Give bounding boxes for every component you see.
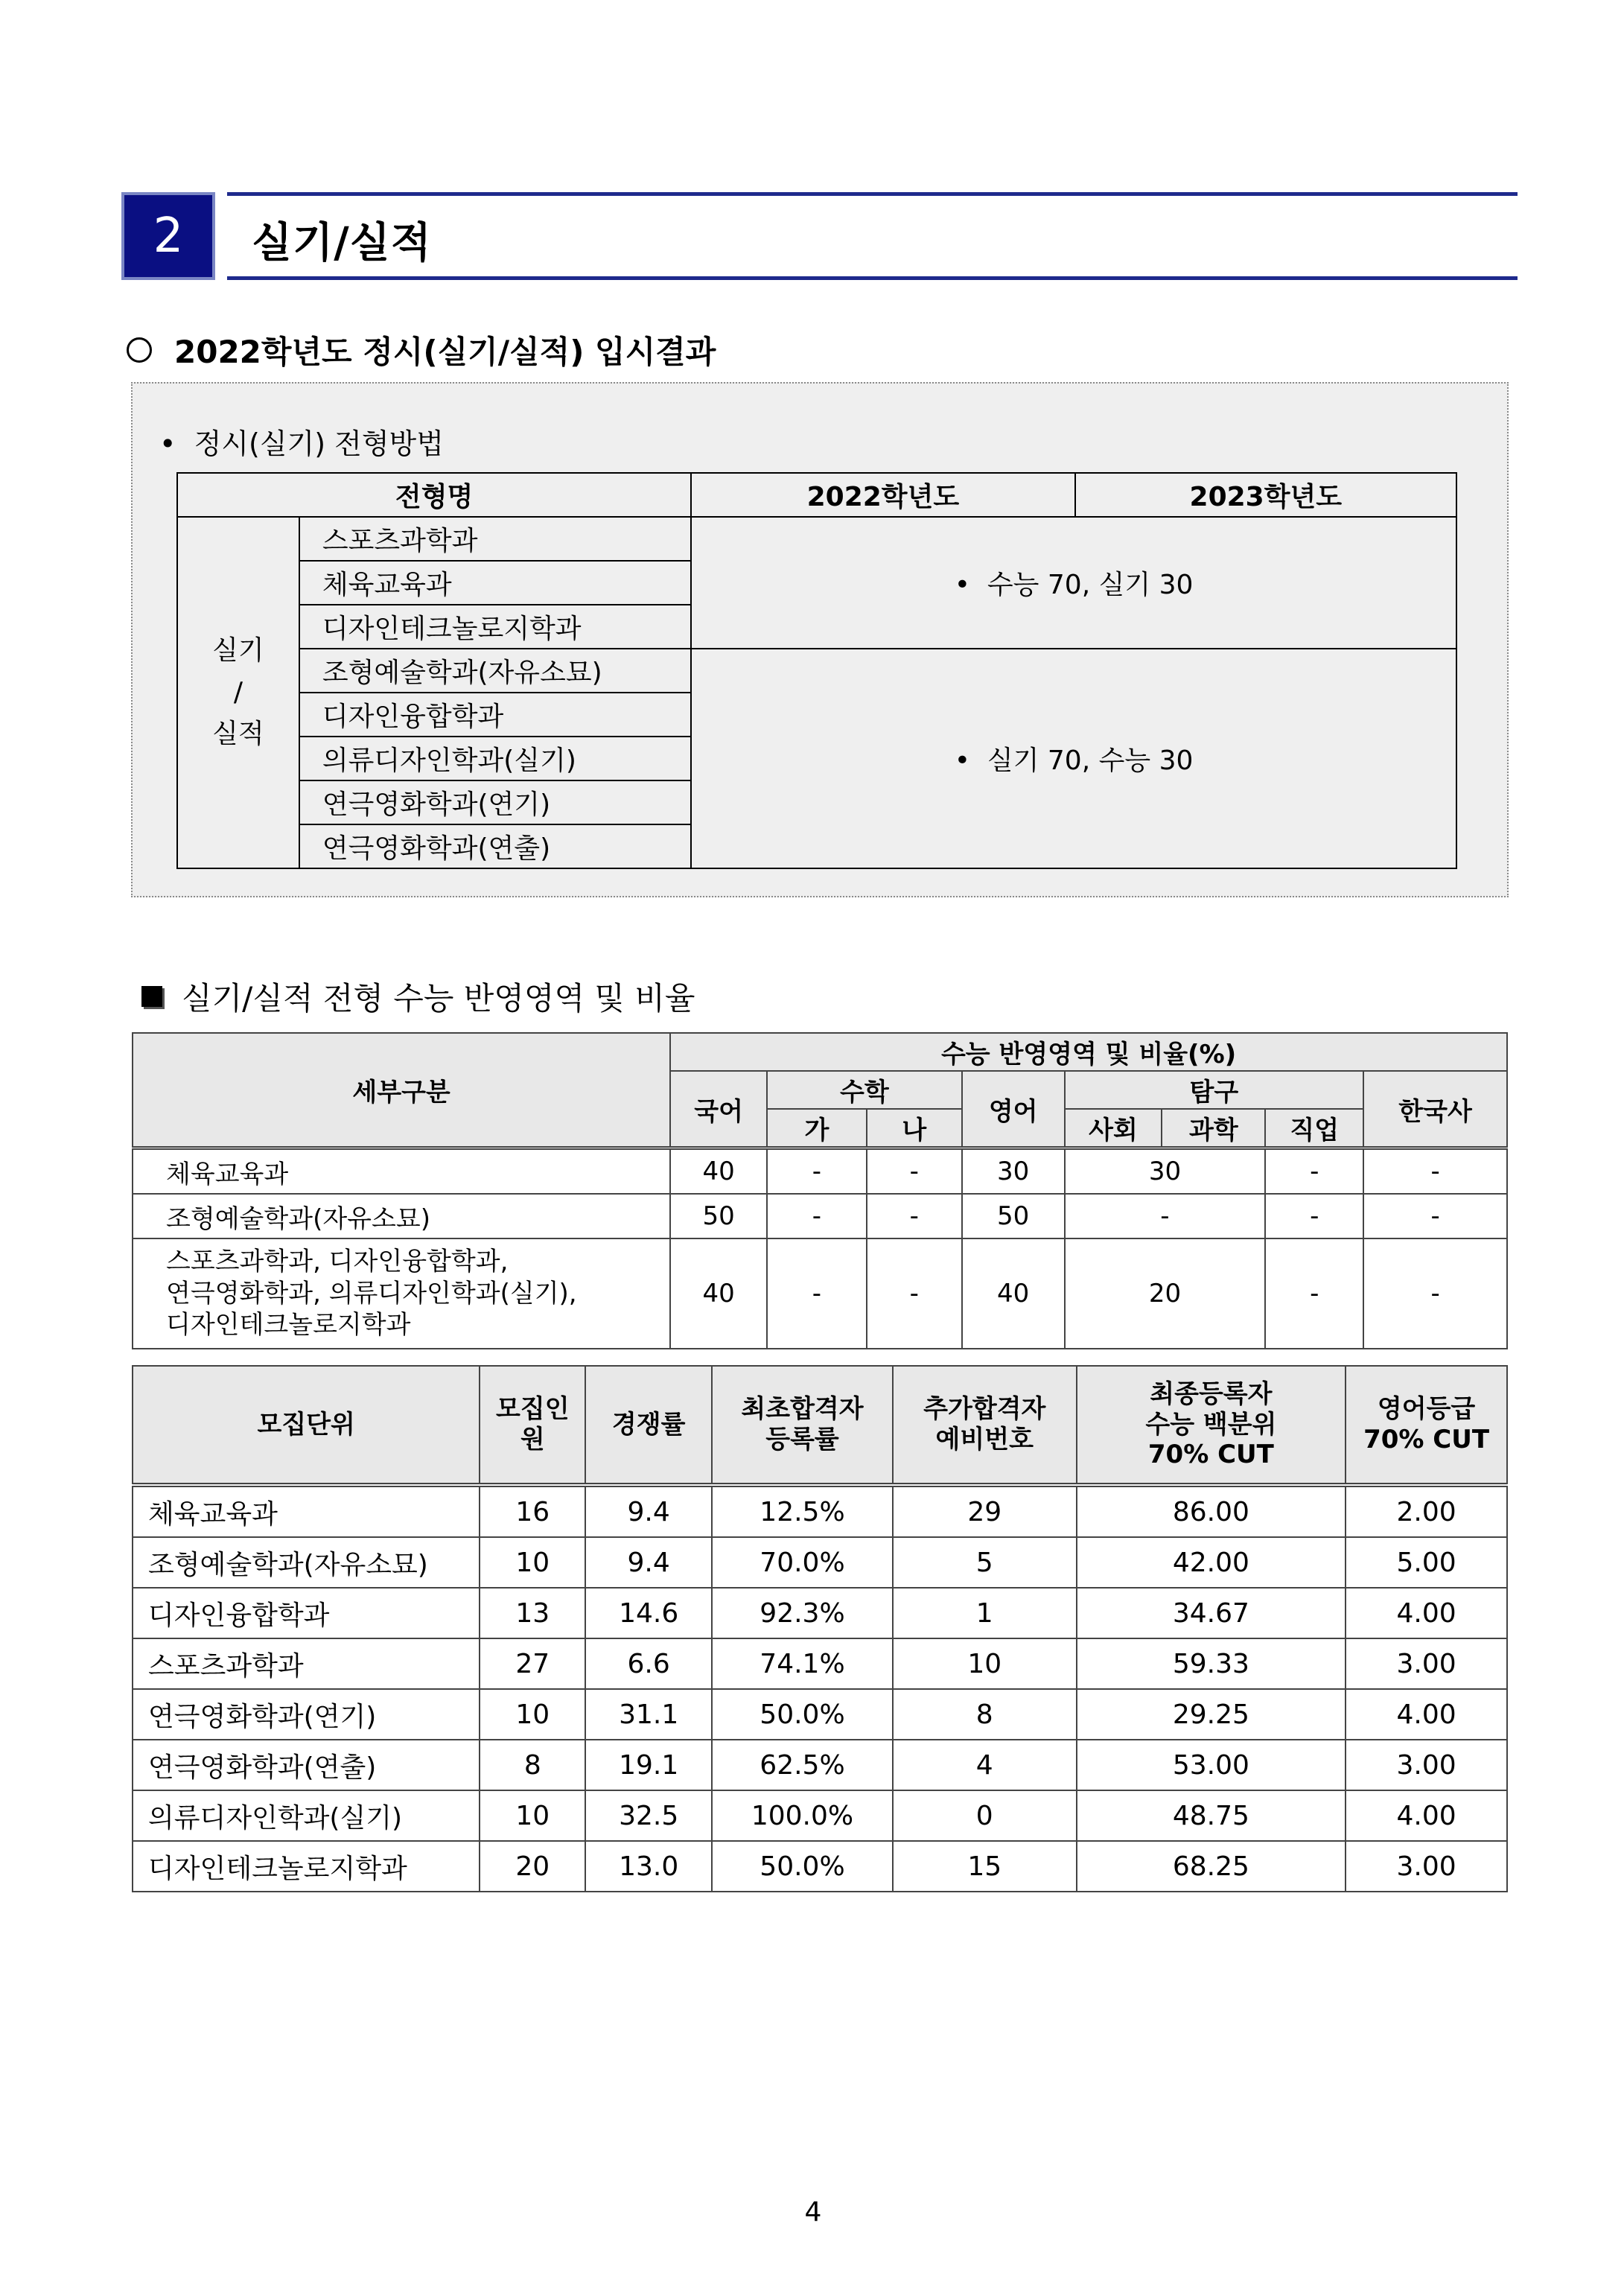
cell-initial-reg: 50.0% (712, 1841, 893, 1892)
cell-waitlist: 5 (893, 1537, 1077, 1588)
header-vocational: 직업 (1265, 1109, 1363, 1148)
cell-unit: 연극영화학과(연출) (133, 1740, 480, 1790)
method-formula-a: • 수능 70, 실기 30 (691, 517, 1456, 649)
header-line: 70% CUT (1147, 1440, 1274, 1470)
cell-quota: 10 (480, 1790, 585, 1841)
table-row (133, 1588, 1507, 1638)
cell-vocational: - (1265, 1194, 1363, 1238)
cell-quota: 16 (480, 1485, 585, 1537)
dept-name: 디자인융합학과 (299, 693, 691, 737)
formula-a-text: 수능 70, 실기 30 (987, 570, 1194, 600)
section-title: 실기/실적 (252, 219, 432, 267)
header-inquiry: 탐구 (1065, 1071, 1364, 1109)
cell-math-ga: - (767, 1194, 867, 1238)
cell-english: 30 (962, 1148, 1065, 1195)
cell-korean: 40 (670, 1238, 767, 1349)
cell-final-cut: 68.25 (1077, 1841, 1346, 1892)
cell-korean: 40 (670, 1148, 767, 1195)
header-social: 사회 (1065, 1109, 1162, 1148)
results-body (133, 1485, 1507, 1892)
header-english: 영어 (962, 1071, 1065, 1148)
section-number-box (121, 192, 215, 280)
cell-competition: 13.0 (585, 1841, 712, 1892)
cell-english-cut: 4.00 (1346, 1790, 1507, 1841)
table-row (133, 1238, 1507, 1349)
cell-competition: 19.1 (585, 1740, 712, 1790)
table-row (133, 1485, 1507, 1537)
cell-history: - (1363, 1194, 1507, 1238)
dept-name: 조형예술학과(자유소묘) (299, 649, 691, 693)
cell-english-cut: 5.00 (1346, 1537, 1507, 1588)
method-table (176, 472, 1457, 869)
cell-final-cut: 86.00 (1077, 1485, 1346, 1537)
cell-unit: 조형예술학과(자유소묘) (133, 1537, 480, 1588)
group-label-line: / (233, 677, 243, 708)
square-bullet-icon (141, 986, 162, 1007)
header-math-ga: 가 (767, 1109, 867, 1148)
row-label: 체육교육과 (133, 1148, 670, 1195)
cell-final-cut: 53.00 (1077, 1740, 1346, 1790)
circle-icon (127, 337, 152, 363)
cell-english-cut: 4.00 (1346, 1689, 1507, 1740)
table-row (133, 1689, 1507, 1740)
dept-name: 디자인테크놀로지학과 (299, 605, 691, 649)
cell-english: 50 (962, 1194, 1065, 1238)
cell-english-cut: 3.00 (1346, 1638, 1507, 1689)
cell-unit: 디자인융합학과 (133, 1588, 480, 1638)
header-competition (585, 1366, 712, 1485)
cell-unit: 체육교육과 (133, 1485, 480, 1537)
header-korean: 국어 (670, 1071, 767, 1148)
table-row (133, 1740, 1507, 1790)
header-line: 추가합격자 (923, 1394, 1046, 1425)
header-waitlist (893, 1366, 1077, 1485)
header-2023: 2023학년도 (1075, 473, 1456, 517)
cell-history: - (1363, 1148, 1507, 1195)
cell-history: - (1363, 1238, 1507, 1349)
formula-b-text: 실기 70, 수능 30 (987, 745, 1194, 776)
header-2022: 2022학년도 (691, 473, 1074, 517)
row-label-line: 연극영화학과, 의류디자인학과(실기), (166, 1278, 577, 1308)
header-line: 최종등록자 (1150, 1378, 1273, 1409)
cell-quota: 10 (480, 1537, 585, 1588)
header-math: 수학 (767, 1071, 962, 1109)
cell-competition: 14.6 (585, 1588, 712, 1638)
header-line: 수능 백분위 (1145, 1409, 1277, 1440)
header-line: 경쟁률 (611, 1409, 686, 1440)
cell-quota: 27 (480, 1638, 585, 1689)
cell-initial-reg: 92.3% (712, 1588, 893, 1638)
cell-math-na: - (867, 1238, 962, 1349)
header-line: 최초합격자 (741, 1394, 864, 1425)
header-unit (133, 1366, 480, 1485)
group-label-line: 실적 (212, 718, 264, 749)
cell-initial-reg: 70.0% (712, 1537, 893, 1588)
header-initial-reg (712, 1366, 893, 1485)
header-line: 예비번호 (935, 1425, 1034, 1454)
subtitle-text: 2022학년도 정시(실기/실적) 입시결과 (174, 334, 716, 370)
header-ratio-top: 수능 반영영역 및 비율(%) (670, 1033, 1507, 1071)
header-line: 모집단위 (257, 1409, 355, 1440)
bullet-icon: • (159, 427, 194, 460)
table-row (133, 1790, 1507, 1841)
dept-name: 의류디자인학과(실기) (299, 737, 691, 780)
ratio-table (132, 1032, 1508, 1349)
cell-final-cut: 34.67 (1077, 1588, 1346, 1638)
cell-english-cut: 4.00 (1346, 1588, 1507, 1638)
cell-unit: 스포츠과학과 (133, 1638, 480, 1689)
cell-math-na: - (867, 1194, 962, 1238)
row-label: 조형예술학과(자유소묘) (133, 1194, 670, 1238)
cell-unit: 연극영화학과(연기) (133, 1689, 480, 1740)
row-label (133, 1238, 670, 1349)
header-english-cut (1346, 1366, 1507, 1485)
dept-name: 연극영화학과(연기) (299, 780, 691, 824)
cell-initial-reg: 50.0% (712, 1689, 893, 1740)
method-heading (159, 421, 444, 462)
cell-unit: 의류디자인학과(실기) (133, 1790, 480, 1841)
cell-competition: 6.6 (585, 1638, 712, 1689)
ratio-heading (141, 974, 695, 1019)
cell-english-cut: 2.00 (1346, 1485, 1507, 1537)
cell-waitlist: 4 (893, 1740, 1077, 1790)
cell-inquiry: - (1065, 1194, 1266, 1238)
cell-math-na: - (867, 1148, 962, 1195)
cell-quota: 8 (480, 1740, 585, 1790)
table-row (133, 1148, 1507, 1195)
header-quota (480, 1366, 585, 1485)
cell-korean: 50 (670, 1194, 767, 1238)
cell-competition: 32.5 (585, 1790, 712, 1841)
cell-quota: 20 (480, 1841, 585, 1892)
header-line: 모집인 (496, 1394, 570, 1425)
cell-final-cut: 48.75 (1077, 1790, 1346, 1841)
cell-waitlist: 8 (893, 1689, 1077, 1740)
header-line: 원 (520, 1425, 545, 1454)
cell-english-cut: 3.00 (1346, 1841, 1507, 1892)
header-line: 영어등급 (1377, 1394, 1476, 1425)
cell-quota: 13 (480, 1588, 585, 1638)
cell-inquiry: 20 (1065, 1238, 1266, 1349)
cell-final-cut: 29.25 (1077, 1689, 1346, 1740)
header-history: 한국사 (1363, 1071, 1507, 1148)
header-category: 세부구분 (133, 1033, 670, 1148)
cell-unit: 디자인테크놀로지학과 (133, 1841, 480, 1892)
header-science: 과학 (1162, 1109, 1265, 1148)
cell-english: 40 (962, 1238, 1065, 1349)
group-label-line: 실기 (212, 635, 264, 667)
table-row (133, 1841, 1507, 1892)
header-track-name: 전형명 (177, 473, 691, 517)
cell-waitlist: 0 (893, 1790, 1077, 1841)
cell-initial-reg: 100.0% (712, 1790, 893, 1841)
section-number: 2 (153, 209, 184, 264)
cell-initial-reg: 62.5% (712, 1740, 893, 1790)
method-heading-text: 정시(실기) 전형방법 (194, 427, 444, 460)
page-number: 4 (804, 2197, 822, 2227)
cell-competition: 9.4 (585, 1485, 712, 1537)
cell-final-cut: 42.00 (1077, 1537, 1346, 1588)
table-row (133, 1194, 1507, 1238)
table-row (133, 1638, 1507, 1689)
header-final-cut (1077, 1366, 1346, 1485)
dept-name: 체육교육과 (299, 561, 691, 605)
cell-math-ga: - (767, 1238, 867, 1349)
row-label-line: 디자인테크놀로지학과 (166, 1310, 411, 1341)
cell-quota: 10 (480, 1689, 585, 1740)
ratio-heading-text: 실기/실적 전형 수능 반영영역 및 비율 (182, 980, 695, 1017)
row-label-line: 스포츠과학과, 디자인융합학과, (166, 1247, 509, 1277)
header-line: 등록률 (765, 1425, 839, 1454)
group-label-cell (177, 517, 299, 868)
cell-competition: 9.4 (585, 1537, 712, 1588)
cell-competition: 31.1 (585, 1689, 712, 1740)
header-line: 70% CUT (1363, 1425, 1490, 1454)
header-math-na: 나 (867, 1109, 962, 1148)
method-formula-b: • 실기 70, 수능 30 (691, 649, 1456, 868)
table-row (133, 1537, 1507, 1588)
dept-name: 스포츠과학과 (299, 517, 691, 561)
results-table (132, 1365, 1508, 1892)
cell-english-cut: 3.00 (1346, 1740, 1507, 1790)
cell-initial-reg: 74.1% (712, 1638, 893, 1689)
cell-waitlist: 1 (893, 1588, 1077, 1638)
cell-inquiry: 30 (1065, 1148, 1266, 1195)
cell-initial-reg: 12.5% (712, 1485, 893, 1537)
cell-waitlist: 15 (893, 1841, 1077, 1892)
cell-vocational: - (1265, 1148, 1363, 1195)
cell-vocational: - (1265, 1238, 1363, 1349)
cell-final-cut: 59.33 (1077, 1638, 1346, 1689)
cell-waitlist: 10 (893, 1638, 1077, 1689)
dept-name: 연극영화학과(연출) (299, 824, 691, 868)
cell-waitlist: 29 (893, 1485, 1077, 1537)
subtitle (127, 328, 716, 372)
cell-math-ga: - (767, 1148, 867, 1195)
